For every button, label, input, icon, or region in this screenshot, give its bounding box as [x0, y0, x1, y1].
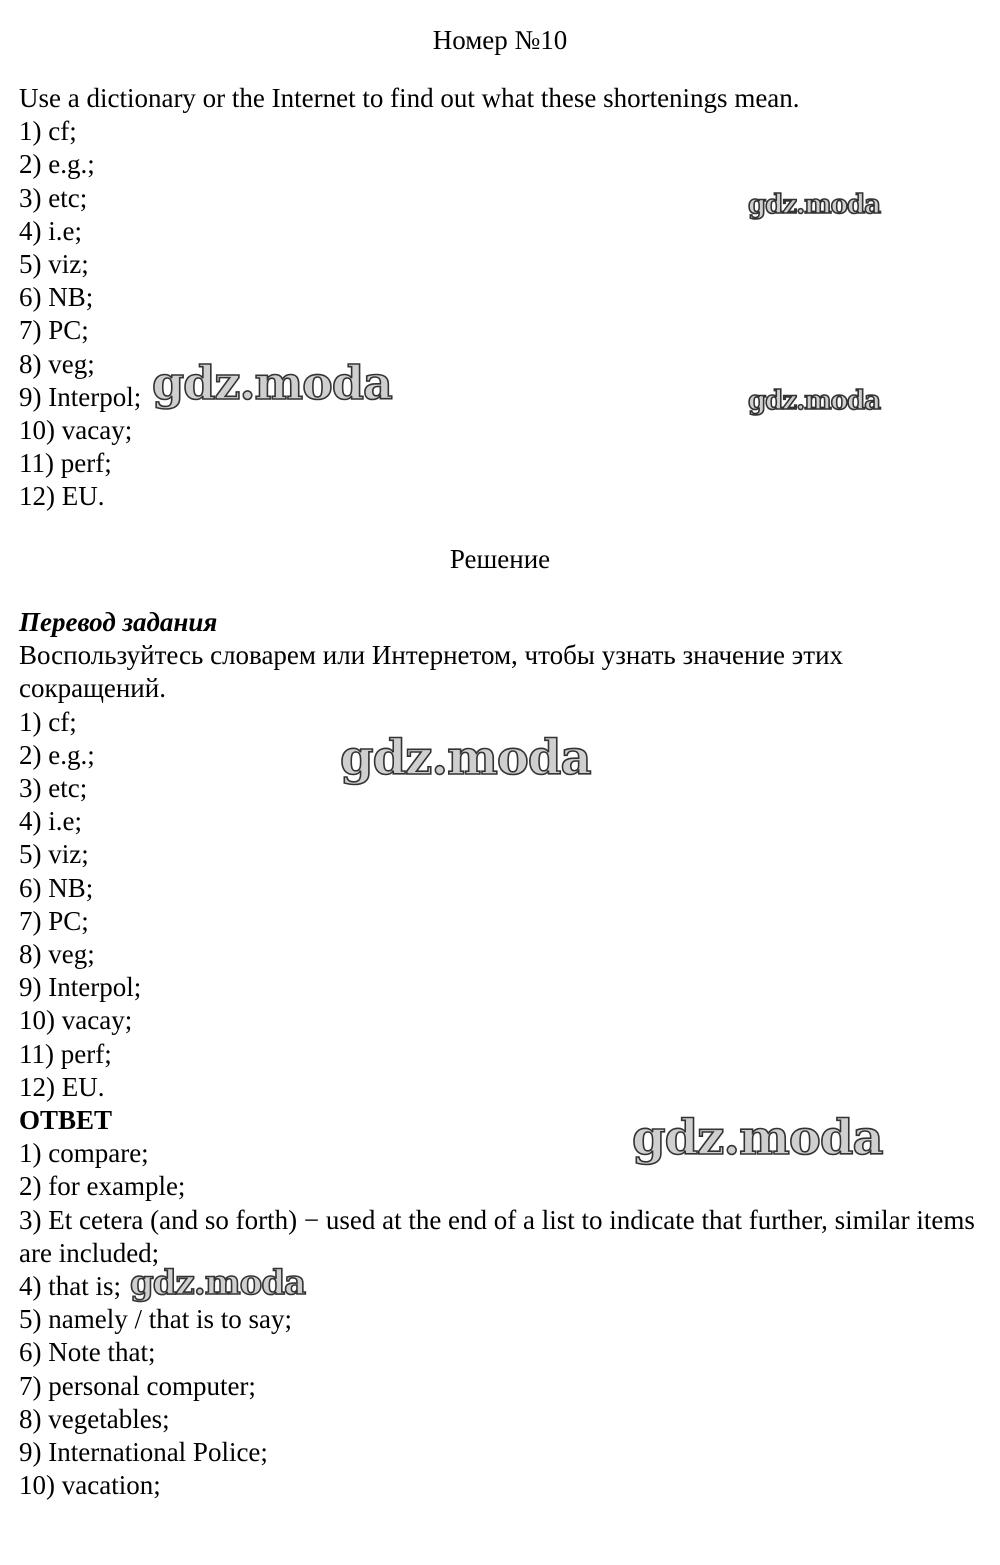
task-item: 11) perf; — [19, 448, 112, 479]
watermark-logo: gdz.moda — [340, 730, 591, 786]
solution-item: 2) e.g.; — [19, 739, 95, 770]
page-title: Номер №10 — [432, 25, 568, 55]
answer-item: 10) vacation; — [19, 1470, 161, 1501]
answer-item: 8) vegetables; — [19, 1403, 170, 1434]
answer-item: 6) Note that; — [19, 1337, 156, 1368]
task-item: 1) cf; — [19, 116, 77, 147]
task-instruction: Use a dictionary or the Internet to find out what these shortenings mean. — [19, 83, 800, 113]
solution-item: 11) perf; — [19, 1038, 112, 1069]
solution-item: 12) EU. — [19, 1071, 105, 1102]
watermark-logo: gdz.moda — [748, 386, 881, 416]
task-item: 12) EU. — [19, 481, 105, 512]
answer-item: 5) namely / that is to say; — [19, 1304, 292, 1335]
task-item: 9) Interpol; — [19, 381, 142, 412]
task-item: 5) viz; — [19, 249, 89, 280]
task-item: 10) vacay; — [19, 415, 133, 446]
watermark-logo: gdz.moda — [632, 1110, 883, 1166]
translation-heading: Перевод задания — [19, 607, 218, 637]
solution-item: 3) etc; — [19, 773, 88, 804]
task-item: 2) e.g.; — [19, 149, 95, 180]
task-item: 6) NB; — [19, 282, 94, 313]
solution-item: 10) vacay; — [19, 1005, 133, 1036]
solution-item: 1) cf; — [19, 706, 77, 737]
solution-item: 9) Interpol; — [19, 972, 142, 1003]
task-item: 7) PC; — [19, 315, 89, 346]
task-item: 8) veg; — [19, 348, 95, 379]
watermark-logo: gdz.moda — [152, 356, 392, 410]
task-item: 3) etc; — [19, 182, 88, 213]
solution-item: 8) veg; — [19, 939, 95, 970]
solution-item: 5) viz; — [19, 839, 89, 870]
answer-item: 4) that is; — [19, 1271, 121, 1302]
task-item: 4) i.e; — [19, 215, 82, 246]
solution-item: 4) i.e; — [19, 806, 82, 837]
watermark-logo: gdz.moda — [748, 190, 881, 220]
answer-item: 2) for example; — [19, 1171, 186, 1202]
answer-item: 9) International Police; — [19, 1437, 268, 1468]
answer-item: 7) personal computer; — [19, 1370, 256, 1401]
translation-text: Воспользуйтесь словарем или Интернетом, чтобы узнать значение этих сокращений. — [19, 640, 844, 704]
solution-item: 6) NB; — [19, 872, 94, 903]
watermark-logo: gdz.moda — [130, 1263, 306, 1303]
answer-item: 3) Et cetera (and so forth) − used at the end of a list to indicate that further, similar items are included; — [19, 1204, 975, 1268]
answer-heading: ОТВЕТ — [19, 1105, 113, 1136]
solution-heading: Решение — [449, 544, 551, 574]
answer-item: 1) compare; — [19, 1138, 149, 1169]
solution-item: 7) PC; — [19, 905, 89, 936]
task-block — [19, 82, 980, 514]
